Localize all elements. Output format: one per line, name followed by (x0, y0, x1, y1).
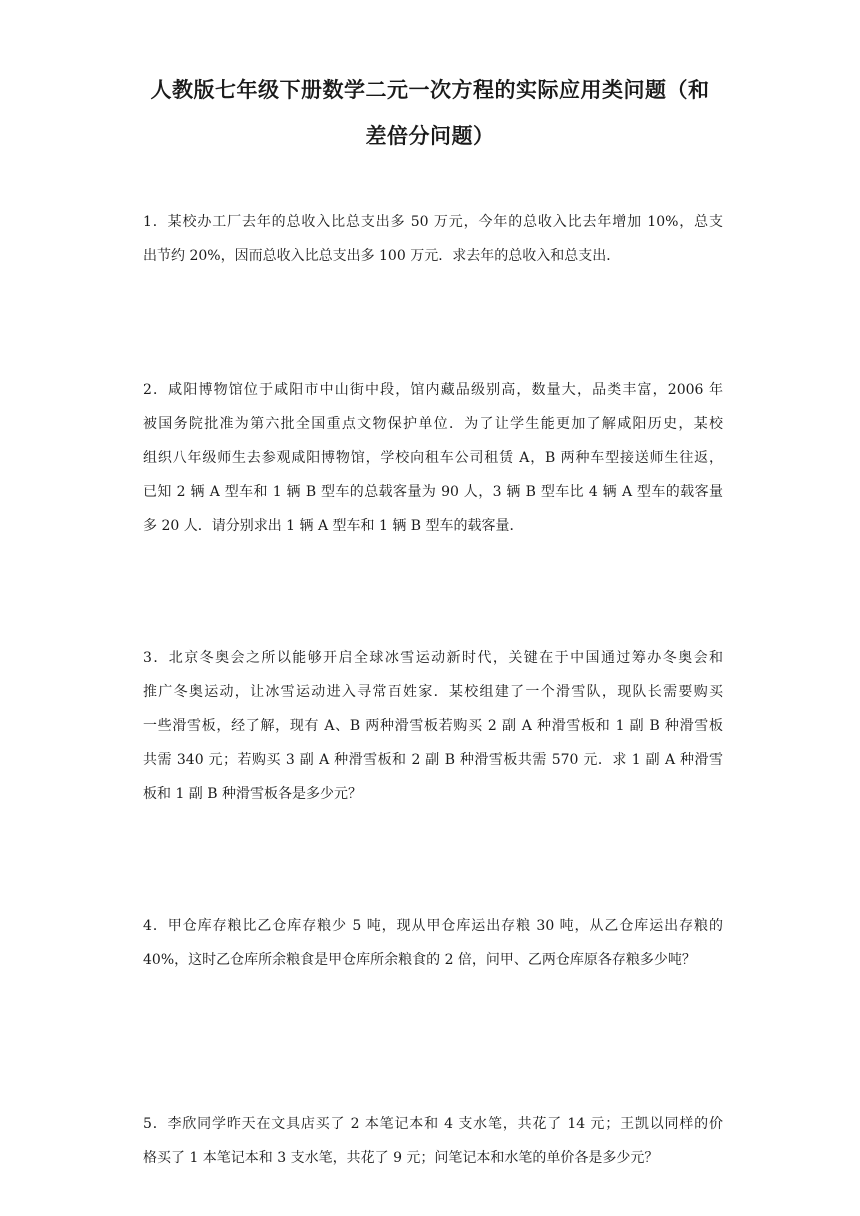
problem-text-line: 一些滑雪板，经了解，现有 A、B 两种滑雪板若购买 2 副 A 种滑雪板和 1 副 B 种滑雪板 (143, 718, 723, 734)
document-title-line-2: 差倍分问题） (365, 124, 495, 148)
problem-2 (143, 373, 723, 543)
problem-text-line: 格买了 1 本笔记本和 3 支水笔，共花了 9 元；问笔记本和水笔的单价各是多少元？ (143, 1150, 659, 1166)
problem-text-line: 2．咸阳博物馆位于咸阳市中山街中段，馆内藏品级别高，数量大，品类丰富，2006 年 (143, 382, 723, 398)
problem-text-line: 1．某校办工厂去年的总收入比总支出多 50 万元，今年的总收入比去年增加 10%，总支 (143, 214, 723, 230)
problem-text-line: 5．李欣同学昨天在文具店买了 2 本笔记本和 4 支水笔，共花了 14 元；王凯以同样的价 (143, 1116, 723, 1132)
problem-text-line: 已知 2 辆 A 型车和 1 辆 B 型车的总载客量为 90 人，3 辆 B 型车比 4 辆 A 型车的载客量 (143, 484, 723, 500)
problem-text-line: 被国务院批准为第六批全国重点文物保护单位．为了让学生能更加了解咸阳历史，某校 (143, 416, 723, 432)
problem-text-line: 共需 340 元；若购买 3 副 A 种滑雪板和 2 副 B 种滑雪板共需 570 元．求 1 副 A 种滑雪 (143, 752, 723, 768)
problem-3 (143, 641, 723, 811)
problem-text-line: 3．北京冬奥会之所以能够开启全球冰雪运动新时代，关键在于中国通过筹办冬奥会和 (143, 650, 723, 666)
problem-1 (143, 205, 723, 273)
problem-4 (143, 909, 723, 977)
problem-text-line: 多 20 人．请分别求出 1 辆 A 型车和 1 辆 B 型车的载客量． (143, 518, 524, 534)
document-title-line-1: 人教版七年级下册数学二元一次方程的实际应用类问题（和 (150, 78, 710, 102)
problem-text-line: 出节约 20%，因而总收入比总支出多 100 万元．求去年的总收入和总支出． (143, 248, 621, 264)
problem-text-line: 组织八年级师生去参观咸阳博物馆，学校向租车公司租赁 A，B 两种车型接送师生往返， (143, 450, 723, 466)
problem-text-line: 4．甲仓库存粮比乙仓库存粮少 5 吨，现从甲仓库运出存粮 30 吨，从乙仓库运出存粮的 (143, 918, 723, 934)
problem-5 (143, 1107, 723, 1175)
problem-text-line: 板和 1 副 B 种滑雪板各是多少元？ (143, 786, 362, 802)
problem-text-line: 40%，这时乙仓库所余粮食是甲仓库所余粮食的 2 倍，问甲、乙两仓库原各存粮多少吨？ (143, 952, 696, 968)
problem-text-line: 推广冬奥运动，让冰雪运动进入寻常百姓家．某校组建了一个滑雪队，现队长需要购买 (143, 684, 723, 700)
